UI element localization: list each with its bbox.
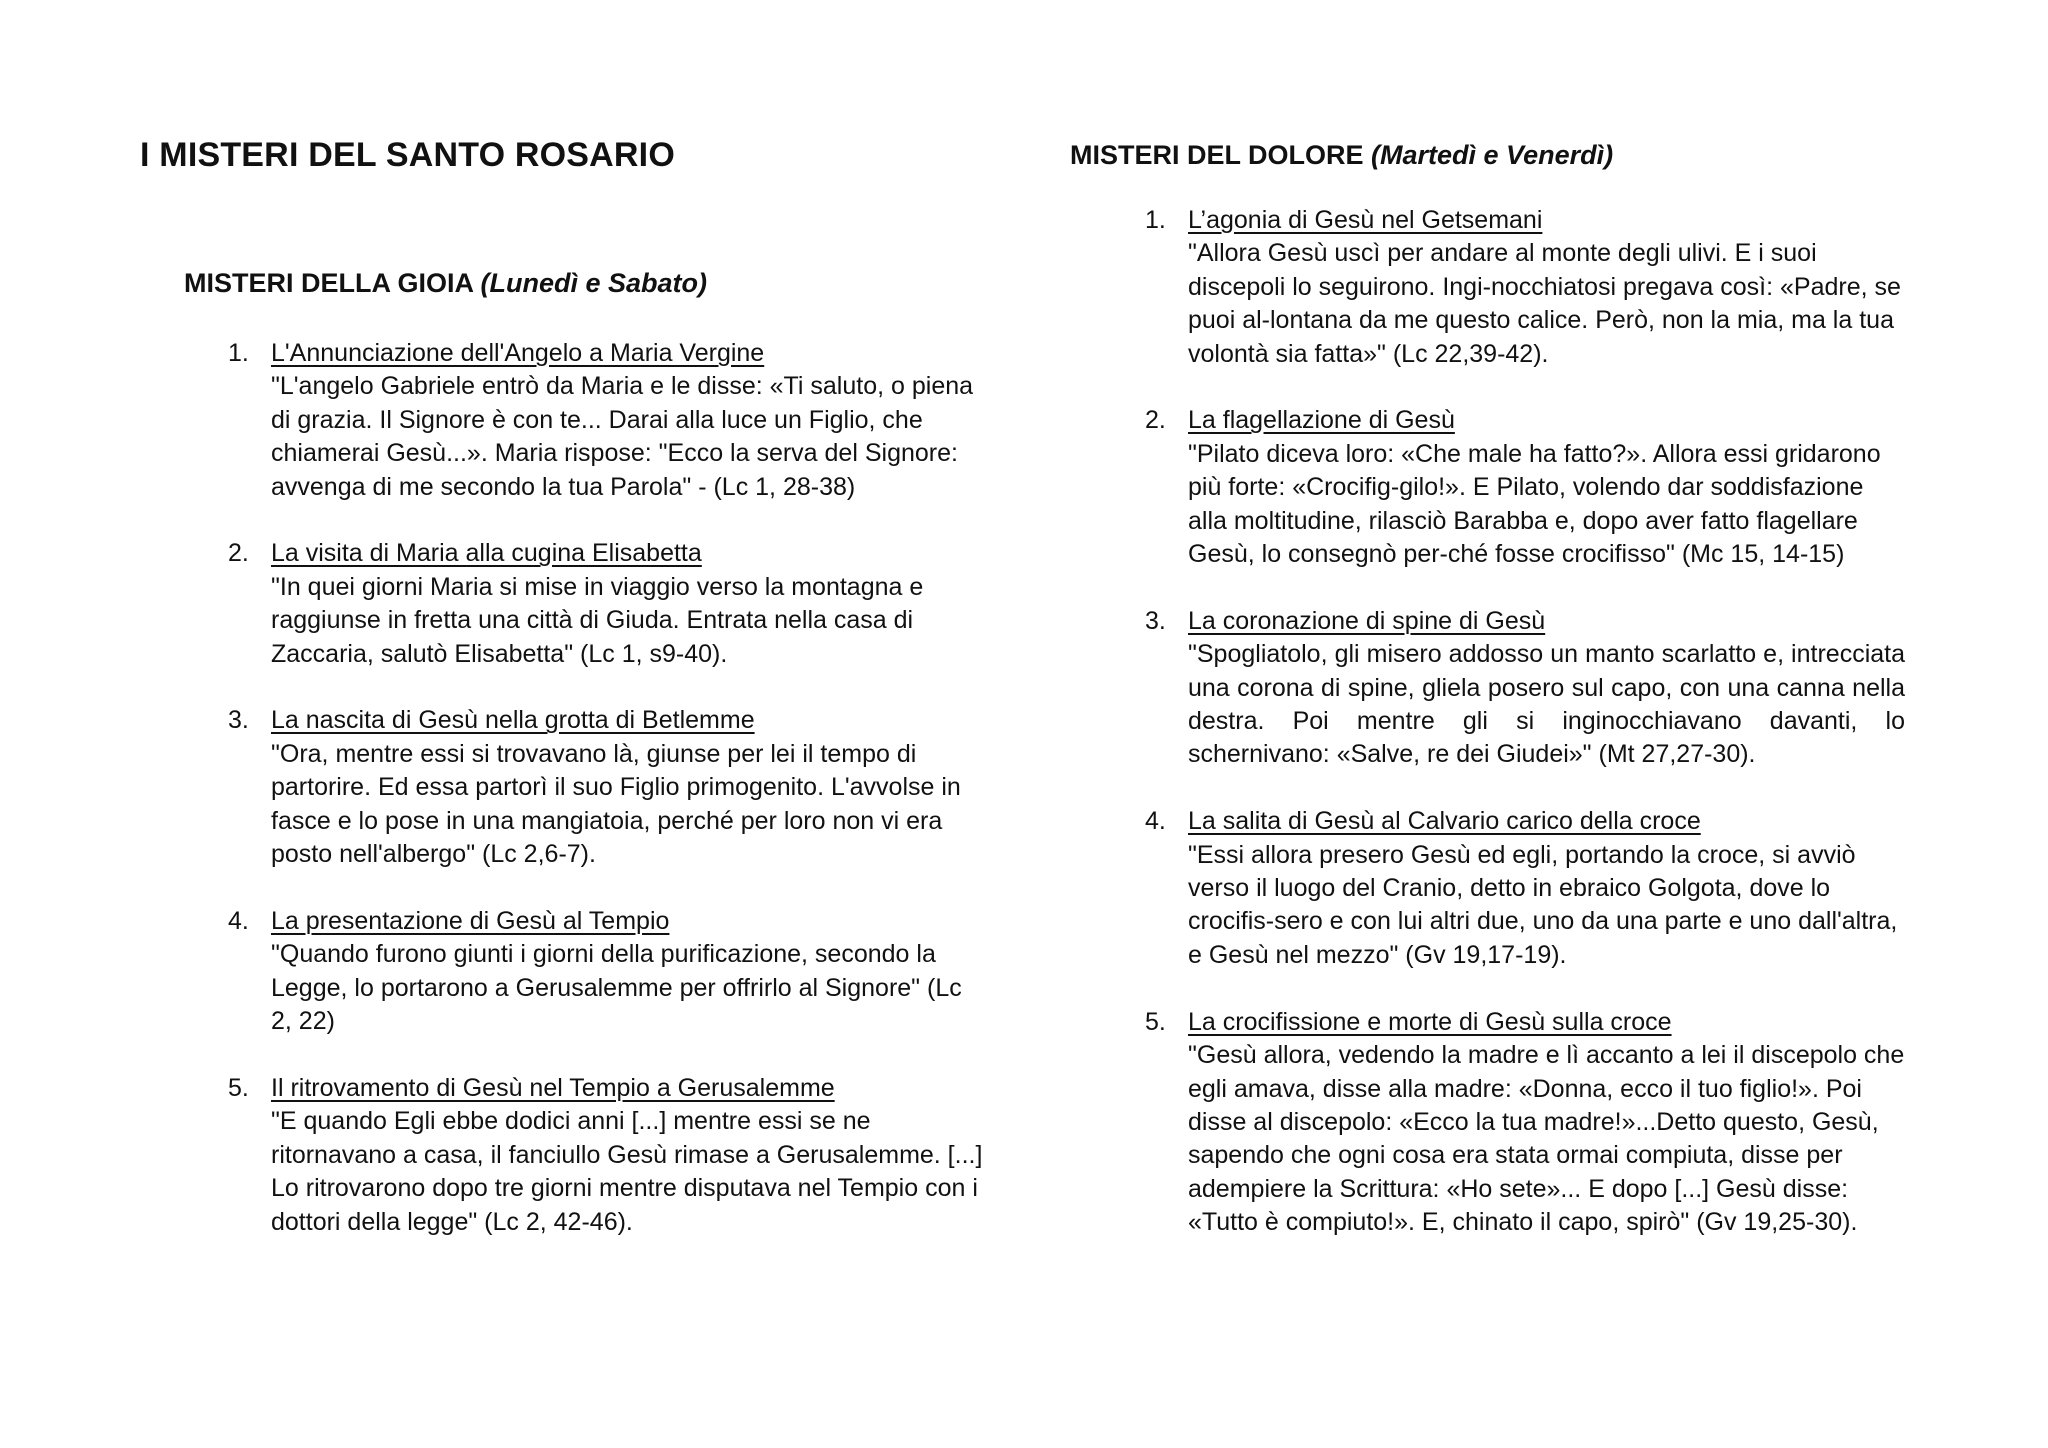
- mystery-title: La visita di Maria alla cugina Elisabetta: [271, 539, 702, 568]
- mystery-text: "Quando furono giunti i giorni della purificazione, secondo la Legge, lo portarono a Gerusalemme per offrirlo al Signore" (Lc 2, 22): [271, 940, 962, 1036]
- mystery-number: 5.: [228, 1073, 249, 1102]
- section-heading-dolore: [1070, 140, 1613, 171]
- mystery-item: [228, 905, 988, 1039]
- mystery-number: 1.: [228, 339, 249, 367]
- mystery-text: "Allora Gesù uscì per andare al monte degli ulivi. E i suoi discepoli lo seguirono. Ingi-nocchiatosi pregava così: «Padre, se puoi al-lontana da me questo calice. Però, non la mia, ma la tua volontà sia fatta»" (Lc 22,39-42).: [1188, 239, 1901, 368]
- mystery-item: [228, 337, 988, 504]
- mysteries-list-dolore: [1145, 204, 1905, 1273]
- mystery-item: [1145, 404, 1905, 571]
- mystery-text: "L'angelo Gabriele entrò da Maria e le disse: «Ti saluto, o piena di grazia. Il Signore è con te... Darai alla luce un Figlio, che chiamerai Gesù...». Maria rispose: "Ecco la serva del Signore: avvenga di me secondo la tua Parola" - (Lc 1, 28-38): [271, 372, 974, 501]
- mystery-number: 2.: [228, 539, 249, 568]
- mystery-text: "Spogliatolo, gli misero addosso un manto scarlatto e, intrecciata una corona di spine, gliela posero sul capo, con una canna nella destra. Poi mentre gli si inginocchiavano davanti, lo schernivano: «Salve, re dei Giudei»" (Mt 27,27-30).: [1188, 640, 1905, 769]
- mystery-item: [228, 1072, 988, 1239]
- section-heading-gioia-days: (Lunedì e Sabato): [480, 268, 708, 298]
- mystery-title: La crocifissione e morte di Gesù sulla croce: [1188, 1007, 1672, 1036]
- mystery-item: [1145, 204, 1905, 371]
- mystery-title: La presentazione di Gesù al Tempio: [271, 906, 670, 935]
- page-title: I MISTERI DEL SANTO ROSARIO: [140, 136, 675, 174]
- mystery-title: La coronazione di spine di Gesù: [1188, 606, 1546, 635]
- mystery-item: [1145, 805, 1905, 972]
- section-heading-gioia: [184, 268, 707, 299]
- mysteries-list-gioia: [228, 337, 988, 1272]
- mystery-title: La salita di Gesù al Calvario carico della croce: [1188, 807, 1701, 836]
- mystery-item: [1145, 1006, 1905, 1240]
- mystery-number: 3.: [228, 706, 249, 735]
- mystery-item: [228, 537, 988, 671]
- mystery-title: Il ritrovamento di Gesù nel Tempio a Gerusalemme: [271, 1073, 835, 1102]
- mystery-number: 1.: [1145, 206, 1166, 234]
- mystery-text: "In quei giorni Maria si mise in viaggio verso la montagna e raggiunse in fretta una città di Giuda. Entrata nella casa di Zaccaria, salutò Elisabetta" (Lc 1, s9-40).: [271, 572, 924, 668]
- mystery-item: [228, 704, 988, 871]
- mystery-text: "Essi allora presero Gesù ed egli, portando la croce, si avviò verso il luogo del Cranio, detto in ebraico Golgota, dove lo crocifis-sero e con lui altri due, uno da una parte e uno dall'altra, e Gesù nel mezzo" (Gv 19,17-19).: [1188, 840, 1898, 969]
- mystery-number: 5.: [1145, 1007, 1166, 1036]
- mystery-item: [1145, 605, 1905, 772]
- mystery-number: 2.: [1145, 406, 1166, 435]
- mystery-number: 3.: [1145, 606, 1166, 635]
- mystery-number: 4.: [1145, 807, 1166, 836]
- mystery-title: L’agonia di Gesù nel Getsemani: [1188, 206, 1543, 234]
- mystery-text: "Ora, mentre essi si trovavano là, giunse per lei il tempo di partorire. Ed essa partorì il suo Figlio primogenito. L'avvolse in fasce e lo pose in una mangiatoia, perché per loro non vi era posto nell'albergo" (Lc 2,6-7).: [271, 739, 961, 869]
- mystery-title: L'Annunciazione dell'Angelo a Maria Vergine: [271, 339, 765, 367]
- mystery-text: "E quando Egli ebbe dodici anni [...] mentre essi se ne ritornavano a casa, il fanciullo Gesù rimase a Gerusalemme. [...] Lo ritrovarono dopo tre giorni mentre disputava nel Tempio con i dottori della legge" (Lc 2, 42-46).: [271, 1107, 983, 1236]
- section-heading-dolore-days: (Martedì e Venerdì): [1371, 140, 1614, 170]
- mystery-text: "Pilato diceva loro: «Che male ha fatto?». Allora essi gridarono più forte: «Crocifig-gilo!». E Pilato, volendo dar soddisfazione alla moltitudine, rilasciò Barabba e, dopo aver fatto flagellare Gesù, lo consegnò per-ché fosse crocifisso" (Mc 15, 14-15): [1188, 439, 1881, 569]
- mystery-number: 4.: [228, 906, 249, 935]
- section-heading-gioia-label: MISTERI DELLA GIOIA: [184, 268, 481, 298]
- mystery-text: "Gesù allora, vedendo la madre e lì accanto a lei il discepolo che egli amava, disse alla madre: «Donna, ecco il tuo figlio!». Poi disse al discepolo: «Ecco la tua madre!»...Detto questo, Gesù, sapendo che ogni cosa era stata ormai compiuta, disse per adempiere la Scrittura: «Ho sete»... E dopo [...] Gesù disse: «Tutto è compiuto!». E, chinato il capo, spirò" (Gv 19,25-30).: [1188, 1041, 1905, 1237]
- section-heading-dolore-label: MISTERI DEL DOLORE: [1070, 140, 1372, 170]
- mystery-title: La flagellazione di Gesù: [1188, 406, 1455, 435]
- mystery-title: La nascita di Gesù nella grotta di Betlemme: [271, 706, 755, 735]
